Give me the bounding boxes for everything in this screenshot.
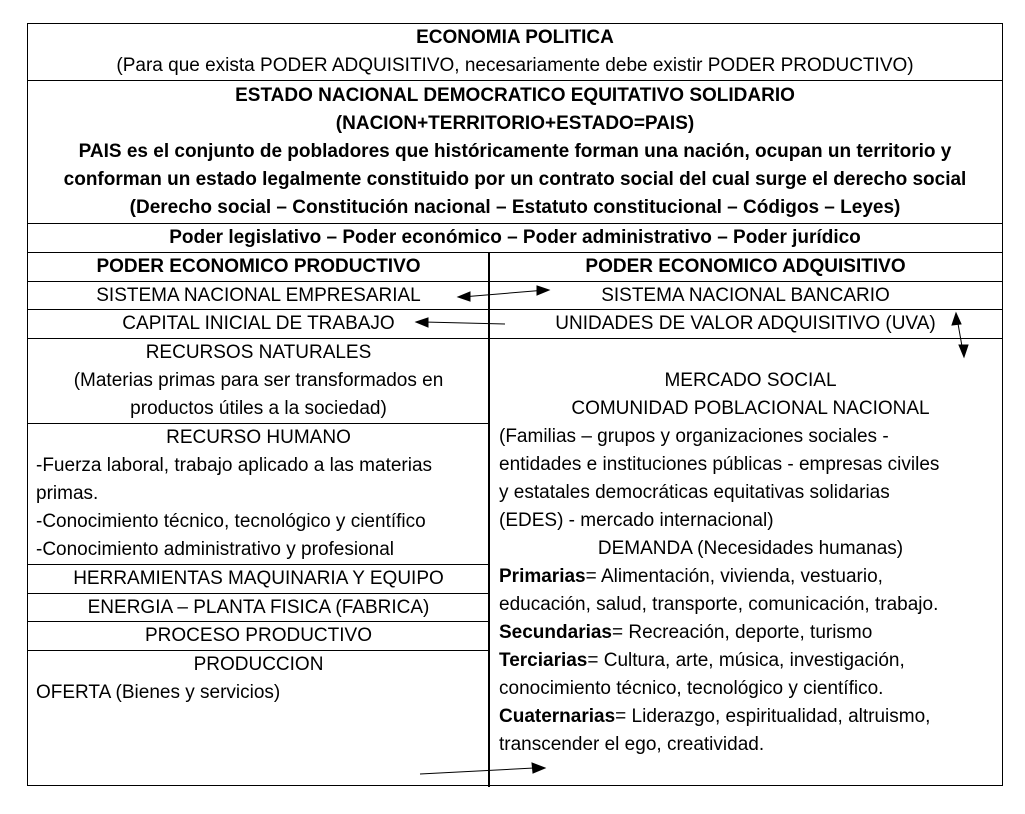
- economia-politica-table: [27, 23, 1003, 786]
- poderes-row: [28, 224, 1002, 253]
- mercado-social-cell: [489, 367, 1002, 786]
- uva-label: UNIDADES DE VALOR ADQUISITIVO (UVA): [555, 313, 936, 334]
- sistema-empresarial-cell: [28, 282, 489, 310]
- doc-title: ECONOMIA POLITICA: [416, 27, 614, 48]
- sistema-empresarial-label: SISTEMA NACIONAL EMPRESARIAL: [96, 285, 421, 306]
- herramientas-label: HERRAMIENTAS MAQUINARIA Y EQUIPO: [73, 568, 444, 589]
- terciarias-line-1: [499, 647, 1002, 675]
- capital-inicial-label: CAPITAL INICIAL DE TRABAJO: [122, 313, 395, 334]
- produccion-title: PRODUCCION: [193, 654, 324, 675]
- proceso-productivo-label: PROCESO PRODUCTIVO: [145, 625, 372, 646]
- pais-definition-line-2: conforman un estado legalmente constituido por un contrato social del cual surge el derecho social: [63, 169, 967, 190]
- herramientas-cell: [28, 565, 489, 594]
- left-header-label: PODER ECONOMICO PRODUCTIVO: [96, 256, 421, 277]
- recurso-humano-item-3: -Conocimiento administrativo y profesional: [36, 539, 394, 560]
- cuaternarias-line-2: transcender el ego, creatividad.: [499, 734, 765, 755]
- recursos-naturales-desc-1: (Materias primas para ser transformados en: [73, 370, 444, 391]
- recurso-humano-item-2: -Conocimiento técnico, tecnológico y científico: [36, 511, 426, 532]
- secundarias-text: = Recreación, deporte, turismo: [612, 622, 873, 643]
- mercado-social-title: MERCADO SOCIAL: [664, 370, 837, 391]
- energia-label: ENERGIA – PLANTA FISICA (FABRICA): [87, 597, 430, 618]
- uva-cell: [489, 310, 1002, 339]
- demanda-title: DEMANDA (Necesidades humanas): [597, 538, 904, 559]
- recursos-naturales-cell: [28, 339, 489, 424]
- recurso-humano-item-1: -Fuerza laboral, trabajo aplicado a las materias: [36, 455, 433, 476]
- produccion-cell: [28, 651, 489, 786]
- secundarias-label: Secundarias: [499, 622, 612, 643]
- sistema-bancario-label: SISTEMA NACIONAL BANCARIO: [601, 285, 890, 306]
- oferta-label: OFERTA (Bienes y servicios): [36, 682, 281, 703]
- poderes-list: Poder legislativo – Poder económico – Poder administrativo – Poder jurídico: [169, 227, 861, 248]
- recurso-humano-cell: [28, 424, 489, 565]
- header-row: [28, 24, 1002, 81]
- familias-line-3: y estatales democráticas equitativas solidarias: [499, 482, 890, 503]
- terciarias-line-2: conocimiento técnico, tecnológico y científico.: [499, 678, 884, 699]
- familias-line-2: entidades e instituciones públicas - empresas civiles: [499, 454, 940, 475]
- estado-formula: (NACION+TERRITORIO+ESTADO=PAIS): [335, 113, 695, 134]
- familias-line-4: (EDES) - mercado internacional): [499, 510, 774, 531]
- pais-definition-line-1: PAIS es el conjunto de pobladores que históricamente forman una nación, ocupan un territorio y: [78, 141, 952, 162]
- recurso-humano-item-1b: primas.: [36, 483, 99, 504]
- primarias-text: = Alimentación, vivienda, vestuario,: [585, 566, 883, 587]
- right-header-label: PODER ECONOMICO ADQUISITIVO: [585, 256, 906, 277]
- sistema-bancario-cell: [489, 282, 1002, 310]
- terciarias-text: = Cultura, arte, música, investigación,: [587, 650, 905, 671]
- estado-row: [28, 81, 1002, 224]
- left-column-header: [28, 253, 489, 282]
- capital-inicial-cell: [28, 310, 489, 339]
- primarias-line-1: [499, 563, 1002, 591]
- familias-line-1: (Familias – grupos y organizaciones sociales -: [499, 426, 889, 447]
- cuaternarias-label: Cuaternarias: [499, 706, 616, 727]
- right-column-header: [489, 253, 1002, 282]
- recursos-naturales-desc-2: productos útiles a la sociedad): [130, 398, 387, 419]
- estado-title: ESTADO NACIONAL DEMOCRATICO EQUITATIVO SOLIDARIO: [235, 85, 795, 106]
- doc-subtitle: (Para que exista PODER ADQUISITIVO, necesariamente debe existir PODER PRODUCTIVO): [116, 55, 914, 76]
- comunidad-title: COMUNIDAD POBLACIONAL NACIONAL: [571, 398, 930, 419]
- primarias-label: Primarias: [499, 566, 586, 587]
- proceso-productivo-cell: [28, 622, 489, 651]
- laws-list: (Derecho social – Constitución nacional – Estatuto constitucional – Códigos – Leyes): [129, 197, 901, 218]
- cuaternarias-line-1: [499, 703, 1002, 731]
- secundarias-line: [499, 619, 1002, 647]
- recurso-humano-title: RECURSO HUMANO: [166, 427, 351, 448]
- recursos-naturales-title: RECURSOS NATURALES: [145, 342, 372, 363]
- cuaternarias-text: = Liderazgo, espiritualidad, altruismo,: [615, 706, 931, 727]
- terciarias-label: Terciarias: [499, 650, 588, 671]
- primarias-line-2: educación, salud, transporte, comunicación, trabajo.: [499, 594, 939, 615]
- energia-cell: [28, 594, 489, 622]
